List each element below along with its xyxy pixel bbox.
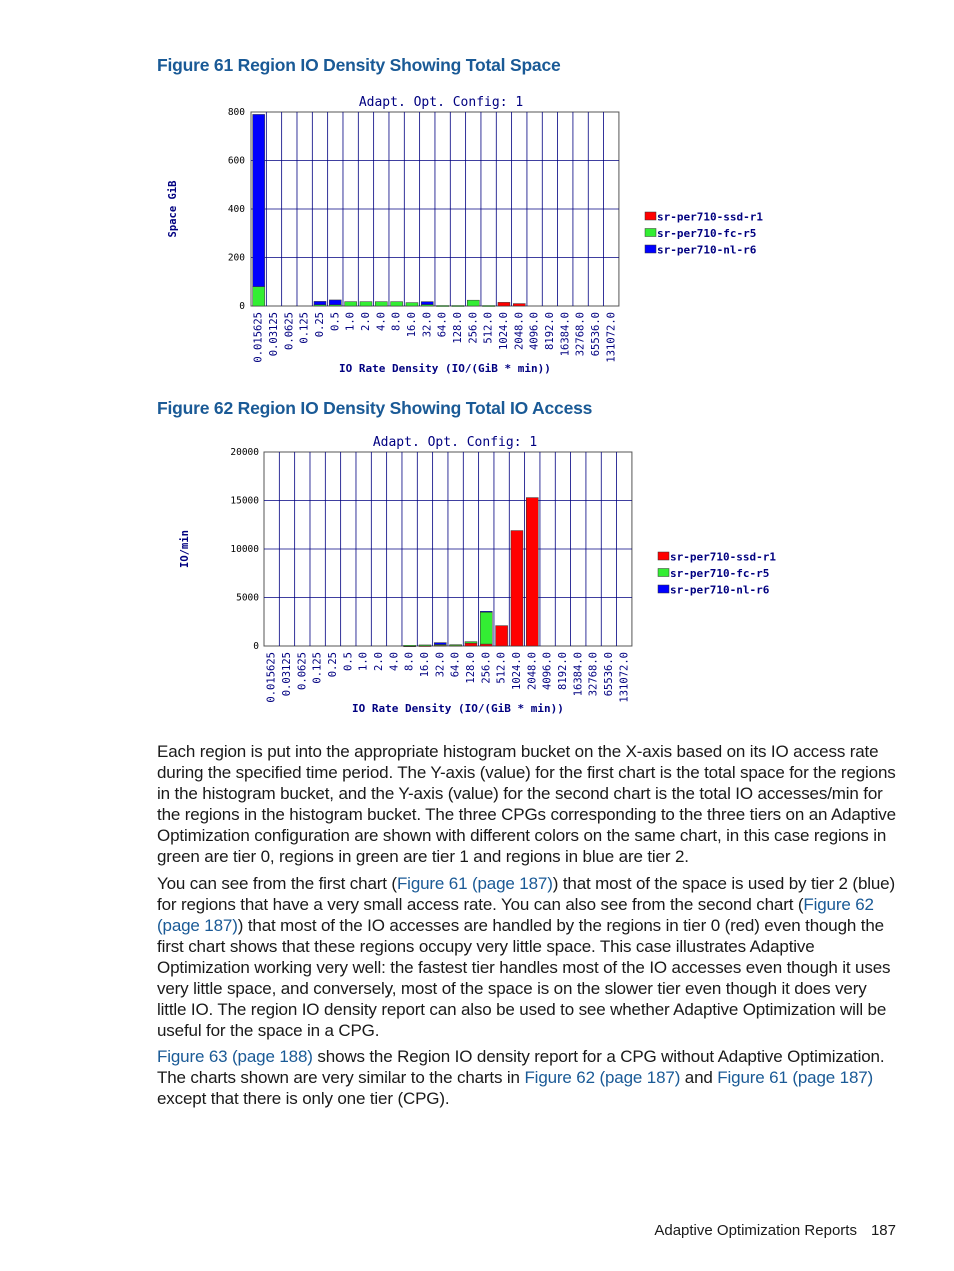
x-tick-label: 0.5 [329,312,342,331]
x-tick-label: 0.0625 [296,652,309,690]
y-tick-label: 0 [253,641,259,652]
x-tick-label: 16.0 [405,312,418,338]
y-tick-label: 400 [227,204,245,215]
text-run: You can see from the first chart ( [157,874,397,893]
bar-sr-per710-nl-r6 [480,611,492,612]
bar-sr-per710-ssd-r1 [480,644,492,646]
x-tick-label: 8.0 [403,652,416,671]
y-tick-label: 600 [227,155,245,167]
text-run: shows the Region IO density report for a CPG without Adaptive Optimization. The charts shown are very similar to the charts in [157,1047,885,1087]
bar-sr-per710-fc-r5 [480,612,492,644]
x-tick-label: 4096.0 [528,312,541,350]
y-tick-label: 20000 [230,447,259,458]
legend-label: sr-per710-fc-r5 [670,567,770,580]
footer-page-number: 187 [870,1222,896,1239]
x-tick-label: 8192.0 [543,312,556,350]
x-tick-label: 128.0 [451,312,464,344]
paragraph-figure-63-reference [157,1046,897,1109]
x-tick-label: 4.0 [375,312,388,331]
x-tick-label: 0.5 [342,652,355,671]
x-tick-label: 8192.0 [556,652,569,690]
link-figure-62[interactable]: Figure 62 (page 187) [524,1068,681,1087]
x-axis-label: IO Rate Density (IO/(GiB * min)) [338,362,551,375]
x-tick-label: 128.0 [464,652,477,684]
x-tick-label: 1024.0 [497,312,510,350]
y-tick-label: 0 [239,301,245,312]
link-figure-61[interactable]: Figure 61 (page 187) [396,874,553,893]
x-tick-label: 0.25 [326,652,339,678]
x-tick-label: 4096.0 [541,652,554,690]
x-tick-label: 131072.0 [618,652,631,703]
x-tick-label: 1024.0 [510,652,523,690]
legend-swatch [658,585,669,593]
bar-sr-per710-fc-r5 [419,645,431,646]
x-tick-label: 4.0 [388,652,401,671]
footer-section-title: Adaptive Optimization Reports [654,1222,857,1239]
figure-61-caption: Figure 61 Region IO Density Showing Total Space [157,55,561,75]
x-tick-label: 2048.0 [526,652,539,690]
legend-label: sr-per710-nl-r6 [670,583,770,597]
x-tick-label: 0.25 [313,312,326,338]
x-tick-label: 2048.0 [513,312,526,350]
link-figure-61[interactable]: Figure 61 (page 187) [717,1068,874,1087]
x-tick-label: 65536.0 [589,312,602,357]
legend-swatch [658,569,669,577]
legend-swatch [658,552,669,560]
bar-sr-per710-nl-r6 [434,643,446,645]
x-tick-label: 2.0 [372,652,385,671]
bar-sr-per710-fc-r5 [404,645,416,646]
x-tick-label: 32.0 [421,312,434,338]
legend-label: sr-per710-nl-r6 [657,243,757,257]
y-tick-label: 200 [227,252,245,264]
x-tick-label: 0.015625 [265,652,278,703]
x-tick-label: 32.0 [434,652,447,678]
x-tick-label: 16384.0 [559,312,572,357]
x-tick-label: 0.0625 [283,312,296,350]
y-tick-label: 800 [227,107,245,118]
chart-title: Adapt. Opt. Config: 1 [358,95,524,110]
x-tick-label: 0.03125 [267,312,280,357]
x-tick-label: 512.0 [495,652,508,684]
x-tick-label: 512.0 [482,312,495,344]
paragraph-chart-interpretation [157,873,897,1041]
x-tick-label: 1.0 [344,312,357,331]
x-tick-label: 0.125 [311,652,324,684]
link-figure-63[interactable]: Figure 63 (page 188) [157,1047,313,1066]
figure-62-caption: Figure 62 Region IO Density Showing Total IO Access [157,398,593,418]
paragraph-histogram-explanation: Each region is put into the appropriate histogram bucket on the X-axis based on its IO access rate during the specified time period. The Y-axis (value) for the first chart is the total space for the regions in the histogram bucket, and the Y-axis (value) for the second chart is the total IO accesses/min for the regions in the histogram bucket. The three CPGs corresponding to the three tiers on an Adaptive Optimization configuration are shown with different colors on the same chart, in this case regions in green are tier 0, regions in green are tier 1 and regions in blue are tier 2. [157,742,896,866]
bar-sr-per710-ssd-r1 [511,531,523,646]
bar-sr-per710-fc-r5 [450,645,462,646]
x-tick-label: 32768.0 [574,312,587,357]
x-tick-label: 0.125 [298,312,311,344]
x-tick-label: 16384.0 [572,652,585,697]
link-figure-62[interactable]: Figure 62 (page 187) [157,895,874,935]
x-tick-label: 65536.0 [602,652,615,697]
x-axis-label: IO Rate Density (IO/(GiB * min)) [351,702,564,715]
x-tick-label: 8.0 [390,312,403,331]
bar-sr-per710-ssd-r1 [465,643,477,646]
y-axis-label: Space GiB [167,180,179,238]
bar-sr-per710-ssd-r1 [526,498,538,646]
text-run: except that there is only one tier (CPG). [157,1089,450,1108]
bar-sr-per710-ssd-r1 [496,626,508,646]
chart-title: Adapt. Opt. Config: 1 [372,435,538,450]
x-tick-label: 0.015625 [252,312,265,363]
y-tick-label: 15000 [230,495,259,507]
y-tick-label: 5000 [236,592,259,604]
text-run: and [680,1068,718,1087]
bar-sr-per710-fc-r5 [465,642,477,643]
page-footer [640,1222,896,1239]
x-tick-label: 16.0 [418,652,431,678]
x-tick-label: 32768.0 [587,652,600,697]
x-tick-label: 256.0 [480,652,493,684]
x-tick-label: 131072.0 [605,312,618,363]
x-tick-label: 64.0 [449,652,462,678]
y-axis-label: IO/min [179,530,191,568]
legend-label: sr-per710-ssd-r1 [670,550,776,564]
legend-label: sr-per710-ssd-r1 [657,210,763,224]
x-tick-label: 0.03125 [280,652,293,697]
legend-label: sr-per710-fc-r5 [657,227,757,240]
x-tick-label: 2.0 [359,312,372,331]
x-tick-label: 256.0 [467,312,480,344]
text-run: ) that most of the IO accesses are handled by the regions in tier 0 (red) even though the first chart shows that these regions occupy very little space. This case illustrates Adaptive Optimization working very well: the fastest tier handles most of the IO accesses even though it uses very little space, and conversely, most of the space is on the slower tier even though it does very little IO. The region IO density report can also be used to see whether Adaptive Optimization will be useful for the space in a CPG. [157,916,891,1040]
y-tick-label: 10000 [230,544,259,555]
x-tick-label: 1.0 [357,652,370,671]
x-tick-label: 64.0 [436,312,449,338]
text-run: ) that most of the space is used by tier 2 (blue) for regions that have a very small access rate. You can also see from the second chart ( [157,874,895,914]
